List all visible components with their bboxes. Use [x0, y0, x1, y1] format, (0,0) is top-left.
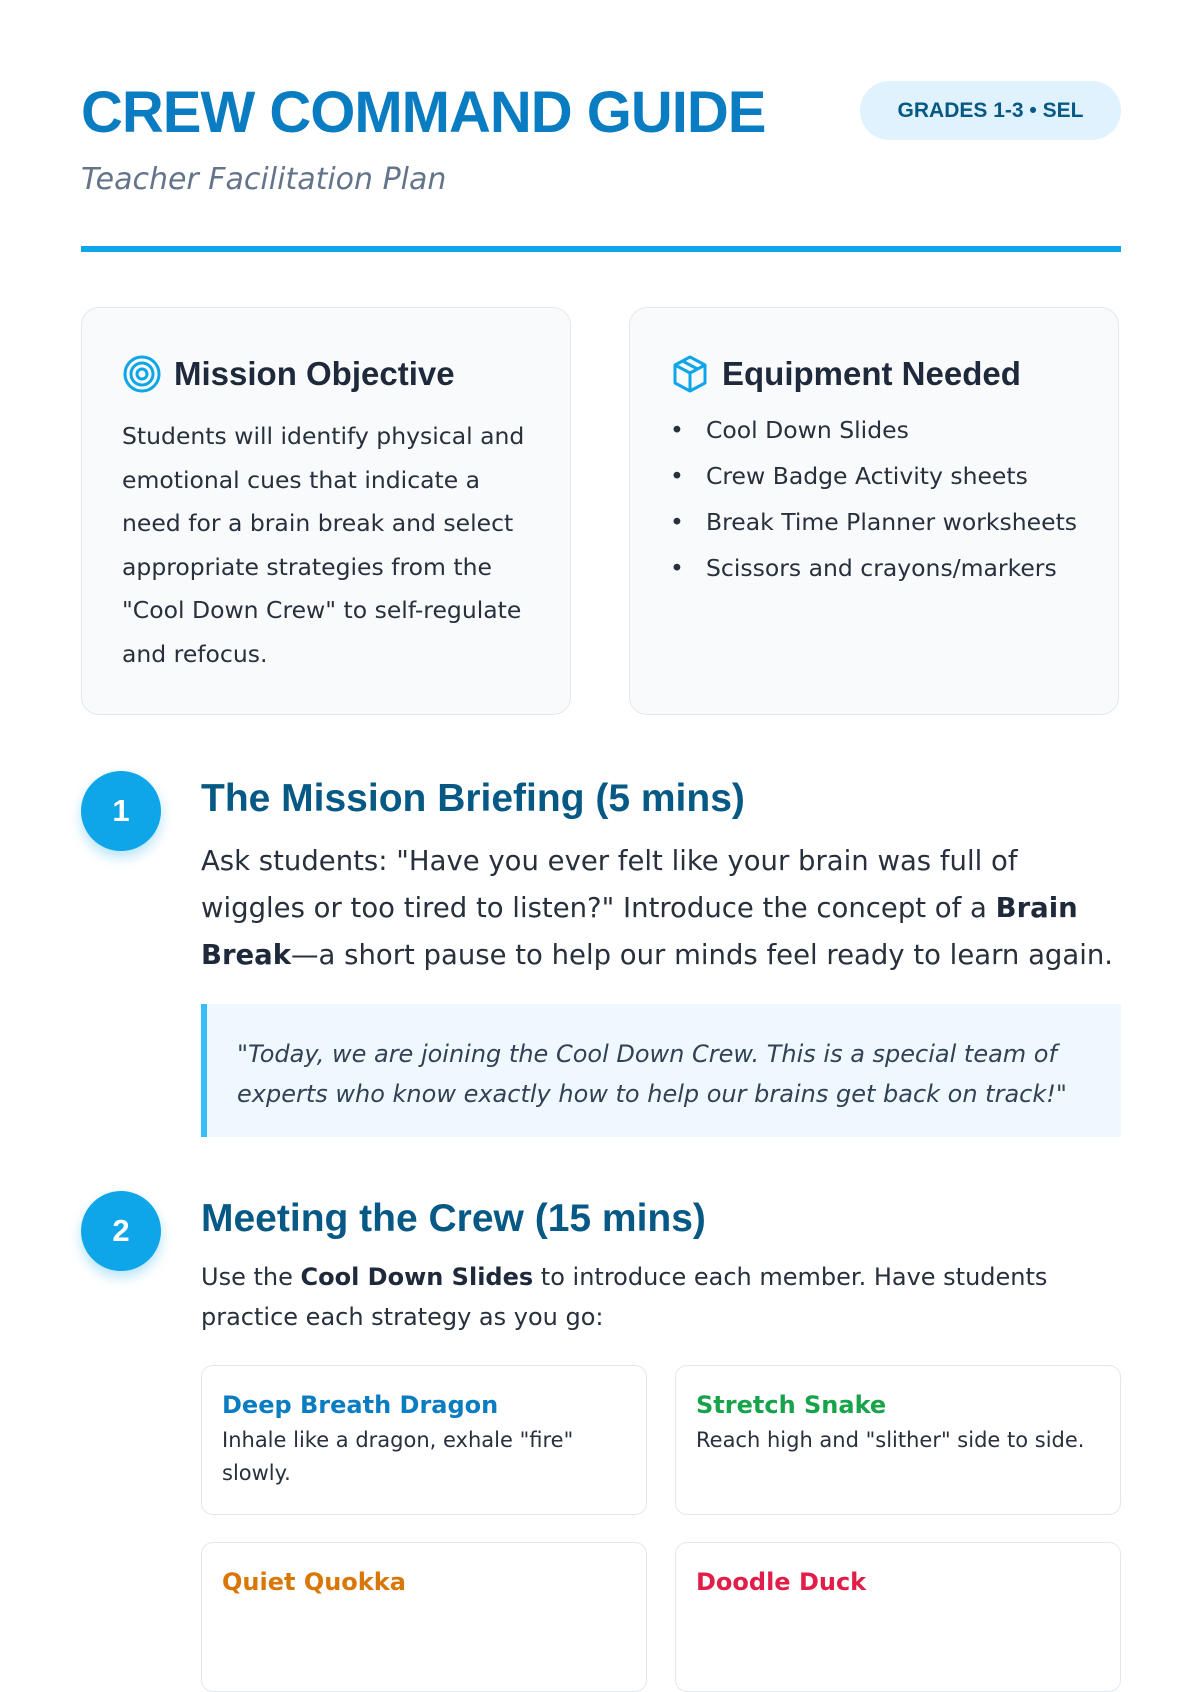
list-item: • Crew Badge Activity sheets — [670, 456, 1090, 496]
crew-name: Deep Breath Dragon — [222, 1391, 499, 1419]
crew-name: Stretch Snake — [696, 1391, 887, 1419]
crew-card-quiet-quokka — [201, 1542, 647, 1692]
list-item: • Cool Down Slides — [670, 410, 1090, 450]
box-icon — [670, 354, 710, 394]
page-subtitle: Teacher Facilitation Plan — [81, 162, 447, 197]
step-text: to introduce each member. Have students practice each strategy as you go: — [201, 1263, 1048, 1331]
list-item: • Scissors and crayons/markers — [670, 548, 1090, 588]
step-number-badge: 2 — [81, 1191, 161, 1271]
crew-description: Reach high and "slither" side to side. — [696, 1428, 1085, 1452]
key-term: Cool Down Slides — [300, 1263, 534, 1291]
equipment-list — [670, 410, 1090, 594]
card-title: Equipment Needed — [722, 355, 1021, 392]
step-text: Ask students: "Have you ever felt like your brain was full of wiggles or too tired to listen?" Introduce the concept of a — [201, 845, 1018, 924]
key-term: Brain Break — [201, 892, 1078, 971]
crew-card-doodle-duck — [675, 1542, 1121, 1692]
step-title: Meeting the Crew (15 mins) — [201, 1197, 706, 1240]
list-item: • Break Time Planner worksheets — [670, 502, 1090, 542]
step-description — [201, 838, 1121, 979]
page-title: CREW COMMAND GUIDE — [81, 80, 766, 145]
header — [81, 78, 1121, 253]
step-title: The Mission Briefing (5 mins) — [201, 777, 745, 820]
card-title: Mission Objective — [174, 355, 455, 392]
card-header — [122, 354, 455, 394]
equipment-card — [629, 307, 1119, 715]
step-number-badge: 1 — [81, 771, 161, 851]
crew-description: Inhale like a dragon, exhale "fire" slowly. — [222, 1428, 574, 1485]
crew-name: Quiet Quokka — [222, 1568, 406, 1596]
mission-objective-card — [81, 307, 571, 715]
teacher-quote: "Today, we are joining the Cool Down Crew. This is a special team of experts who know exactly how to help our brains get back on track!" — [201, 1004, 1121, 1137]
grade-badge: GRADES 1-3 • SEL — [860, 81, 1121, 140]
crew-card-stretch-snake — [675, 1365, 1121, 1515]
crew-card-deep-breath-dragon — [201, 1365, 647, 1515]
header-divider — [81, 246, 1121, 252]
crew-name: Doodle Duck — [696, 1568, 867, 1596]
objective-text: Students will identify physical and emotional cues that indicate a need for a brain break and select appropriate strategies from the "Cool Down Crew" to self-regulate and refocus. — [122, 422, 525, 668]
step-description — [201, 1257, 1121, 1337]
card-header — [670, 354, 1021, 394]
step-text: Use the — [201, 1263, 301, 1291]
step-text: —a short pause to help our minds feel ready to learn again. — [291, 939, 1114, 971]
target-icon — [122, 354, 162, 394]
